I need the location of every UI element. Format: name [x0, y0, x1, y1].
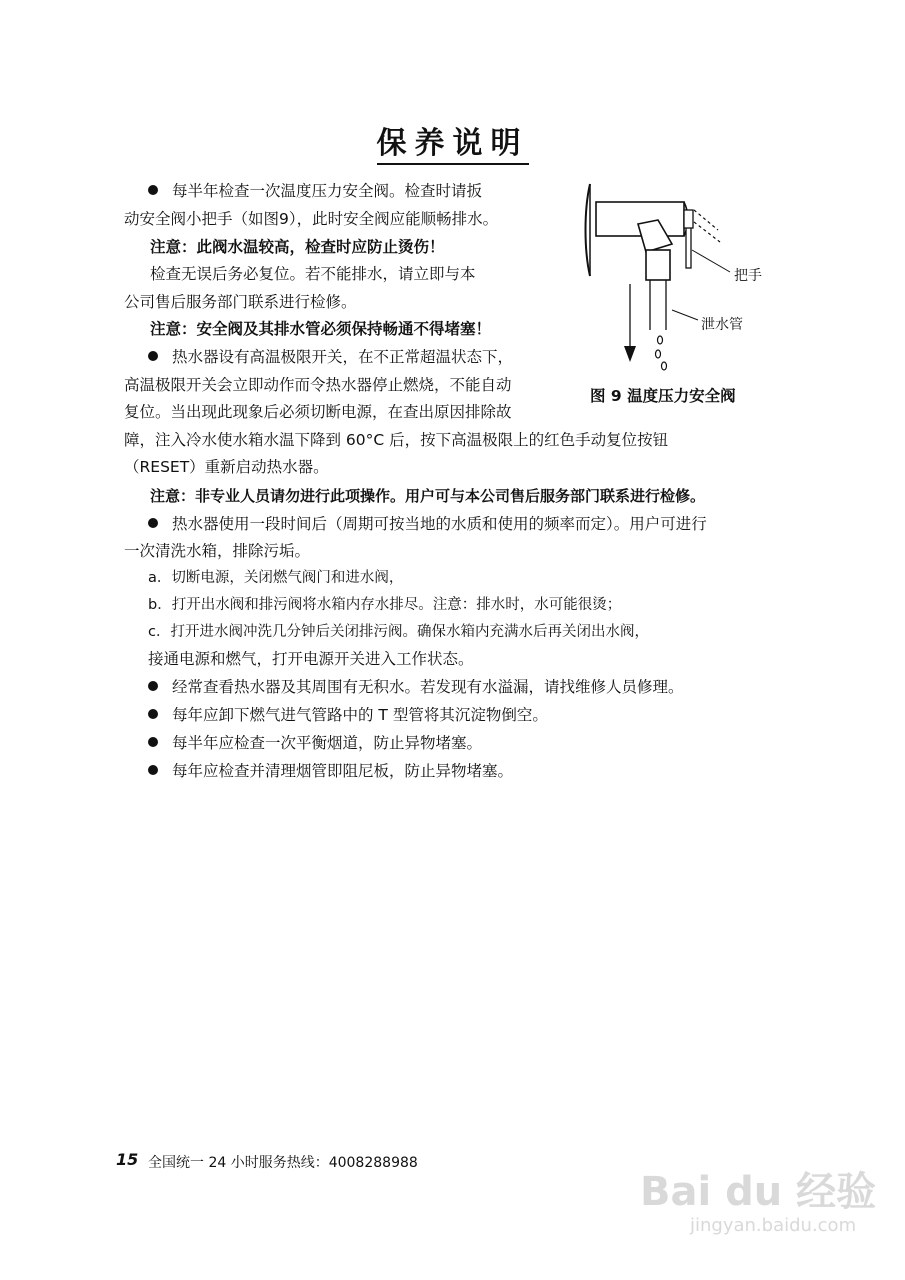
page-number: 15 — [116, 1150, 139, 1169]
bullet-icon — [148, 185, 158, 195]
baidu-watermark-logo: Bai du 经验 — [640, 1169, 877, 1215]
bullet-icon — [148, 351, 158, 361]
step-c-line-1: c．打开进水阀冲洗几分钟后关闭排污阀。确保水箱内充满水后再关闭出水阀， — [148, 624, 649, 640]
baidu-watermark-url: jingyan.baidu.com — [690, 1215, 857, 1236]
bullet-icon — [148, 765, 158, 775]
paragraph-3-line-5: （RESET）重新启动热水器。 — [124, 458, 329, 476]
bullet-item-6: 每年应卸下燃气进气管路中的 T 型管将其沉淀物倒空。 — [148, 705, 548, 725]
paragraph-1-line-2: 动安全阀小把手（如图9），此时安全阀应能顺畅排水。 — [124, 210, 499, 228]
paragraph-3-line-1: 热水器设有高温极限开关，在不正常超温状态下， — [148, 347, 513, 367]
drain-pipe-label: 泄水管 — [701, 317, 743, 333]
step-a: a．切断电源，关闭燃气阀门和进水阀， — [148, 570, 404, 586]
bullet-item-7: 每半年应检查一次平衡烟道，防止异物堵塞。 — [148, 733, 482, 753]
paragraph-4-line-1: 热水器使用一段时间后（周期可按当地的水质和使用的频率而定）。用户可进行 — [148, 514, 707, 534]
warning-note-1: 注意：此阀水温较高，检查时应防止烫伤！ — [150, 238, 445, 256]
bullet-item-8: 每年应检查并清理烟管即阻尼板，防止异物堵塞。 — [148, 761, 513, 781]
warning-note-3: 注意：非专业人员请勿进行此项操作。用户可与本公司售后服务部门联系进行检修。 — [150, 487, 706, 505]
warning-note-2: 注意：安全阀及其排水管必须保持畅通不得堵塞！ — [150, 320, 492, 338]
paragraph-1-line-1: 每半年检查一次温度压力安全阀。检查时请扳 — [148, 181, 482, 201]
bullet-icon — [148, 681, 158, 691]
handle-label: 把手 — [734, 268, 762, 284]
paragraph-3-line-3: 复位。当出现此现象后必须切断电源，在查出原因排除故 — [124, 403, 512, 421]
paragraph-3-line-4: 障，注入冷水使水箱水温下降到 60°C 后，按下高温极限上的红色手动复位按钮 — [124, 431, 669, 449]
step-b: b．打开出水阀和排污阀将水箱内存水排尽。注意：排水时，水可能很烫； — [148, 597, 622, 613]
service-hotline: 全国统一 24 小时服务热线：4008288988 — [148, 1155, 418, 1171]
figure-caption: 图 9 温度压力安全阀 — [590, 387, 736, 405]
bullet-item-5: 经常查看热水器及其周围有无积水。若发现有水溢漏，请找维修人员修理。 — [148, 677, 684, 697]
page-title: 保养说明 — [0, 118, 905, 162]
paragraph-3-line-2: 高温极限开关会立即动作而令热水器停止燃烧，不能自动 — [124, 376, 512, 394]
paragraph-4-line-2: 一次清洗水箱，排除污垢。 — [124, 542, 311, 560]
bullet-icon — [148, 518, 158, 528]
bullet-icon — [148, 709, 158, 719]
paragraph-2-line-1: 检查无误后务必复位。若不能排水，请立即与本 — [150, 265, 476, 283]
paragraph-2-line-2: 公司售后服务部门联系进行检修。 — [124, 293, 357, 311]
bullet-icon — [148, 737, 158, 747]
step-c-line-2: 接通电源和燃气，打开电源开关进入工作状态。 — [148, 650, 474, 668]
